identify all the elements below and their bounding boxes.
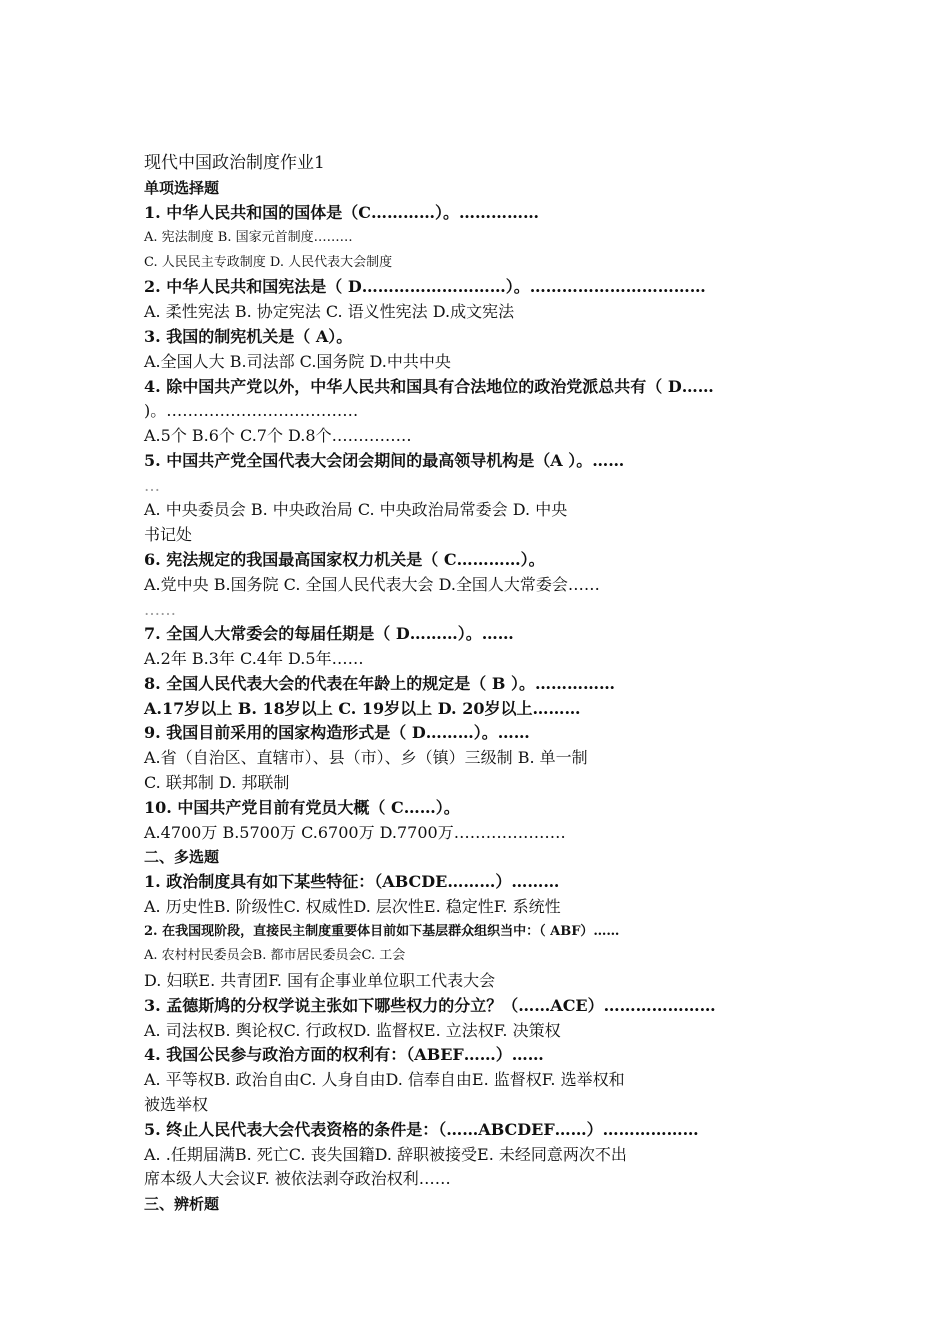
document-line: 8. 全国人民代表大会的代表在年龄上的规定是（ B ）。……………: [144, 674, 615, 693]
document-line: 2. 在我国现阶段，直接民主制度重要体目前如下基层群众组织当中：（ ABF）……: [144, 924, 620, 939]
document-line: 被选举权: [144, 1095, 209, 1114]
document-line: A.5个 B.6个 C.7个 D.8个……………: [144, 426, 412, 445]
document-line: 书记处: [144, 525, 193, 544]
document-line: 二、多选题: [144, 848, 220, 866]
document-line: 5. 终止人民代表大会代表资格的条件是：（……ABCDEF……）………………: [144, 1120, 699, 1139]
document-line: A. 农村村民委员会B. 都市居民委员会C. 工会: [144, 948, 406, 963]
document-line: A. 柔性宪法 B. 协定宪法 C. 语义性宪法 D.成文宪法: [144, 302, 515, 321]
document-line: 6. 宪法规定的我国最高国家权力机关是（ C…………）。: [144, 550, 545, 569]
document-line: A.2年 B.3年 C.4年 D.5年……: [144, 649, 364, 668]
document-line: A.全国人大 B.司法部 C.国务院 D.中共中央: [144, 352, 451, 371]
document-line: 4. 除中国共产党以外，中华人民共和国具有合法地位的政治党派总共有（ D……: [144, 377, 714, 396]
document-line: A. 司法权B. 舆论权C. 行政权D. 监督权E. 立法权F. 决策权: [144, 1021, 561, 1040]
document-line: C. 人民民主专政制度 D. 人民代表大会制度: [144, 255, 393, 270]
section-heading-single-choice: 单项选择题: [144, 179, 220, 197]
document-line: C. 联邦制 D. 邦联制: [144, 773, 290, 792]
document-line: 5. 中国共产党全国代表大会闭会期间的最高领导机构是（A ）。……: [144, 451, 625, 470]
document-line: ……: [144, 600, 176, 619]
document-line: A. 宪法制度 B. 国家元首制度………: [144, 230, 353, 245]
document-title: 现代中国政治制度作业1: [144, 153, 325, 173]
document-line: 9. 我国目前采用的国家构造形式是（ D………）。……: [144, 723, 530, 742]
document-line: 4. 我国公民参与政治方面的权利有：（ABEF……）……: [144, 1045, 544, 1064]
document-line: A.省（自治区、直辖市）、县（市）、乡（镇）三级制 B. 单一制: [144, 748, 588, 767]
document-line: 3. 孟德斯鸠的分权学说主张如下哪些权力的分立？（……ACE）…………………: [144, 996, 716, 1015]
document-line: A. 中央委员会 B. 中央政治局 C. 中央政治局常委会 D. 中央: [144, 500, 568, 519]
document-line: 10. 中国共产党目前有党员大概（ C……）。: [144, 798, 460, 817]
document-line: A. 平等权B. 政治自由C. 人身自由D. 信奉自由E. 监督权F. 选举权和: [144, 1070, 625, 1089]
document-line: 三、辨析题: [144, 1195, 220, 1213]
document-line: D. 妇联E. 共青团F. 国有企事业单位职工代表大会: [144, 971, 496, 990]
document-line: 1. 政治制度具有如下某些特征：（ABCDE………）………: [144, 872, 560, 891]
document-line: 7. 全国人大常委会的每届任期是（ D………）。……: [144, 624, 514, 643]
document-line: 3. 我国的制宪机关是（ A）。: [144, 327, 353, 346]
document-line: A. 历史性B. 阶级性C. 权威性D. 层次性E. 稳定性F. 系统性: [144, 897, 561, 916]
document-line: 1. 中华人民共和国的国体是（C…………）。……………: [144, 203, 540, 222]
document-line: A.17岁以上 B. 18岁以上 C. 19岁以上 D. 20岁以上………: [144, 699, 581, 718]
document-line: A.党中央 B.国务院 C. 全国人民代表大会 D.全国人大常委会……: [144, 575, 600, 594]
document-line: A.4700万 B.5700万 C.6700万 D.7700万…………………: [144, 823, 566, 842]
document-line: A. .任期届满B. 死亡C. 丧失国籍D. 辞职被接受E. 未经同意两次不出: [144, 1145, 627, 1164]
document-line: 2. 中华人民共和国宪法是（ D………………………）。……………………………: [144, 277, 706, 296]
document-line: …: [144, 476, 160, 495]
document-line: 席本级人大会议F. 被依法剥夺政治权利……: [144, 1169, 451, 1188]
document-line: )。………………………………: [144, 401, 359, 420]
